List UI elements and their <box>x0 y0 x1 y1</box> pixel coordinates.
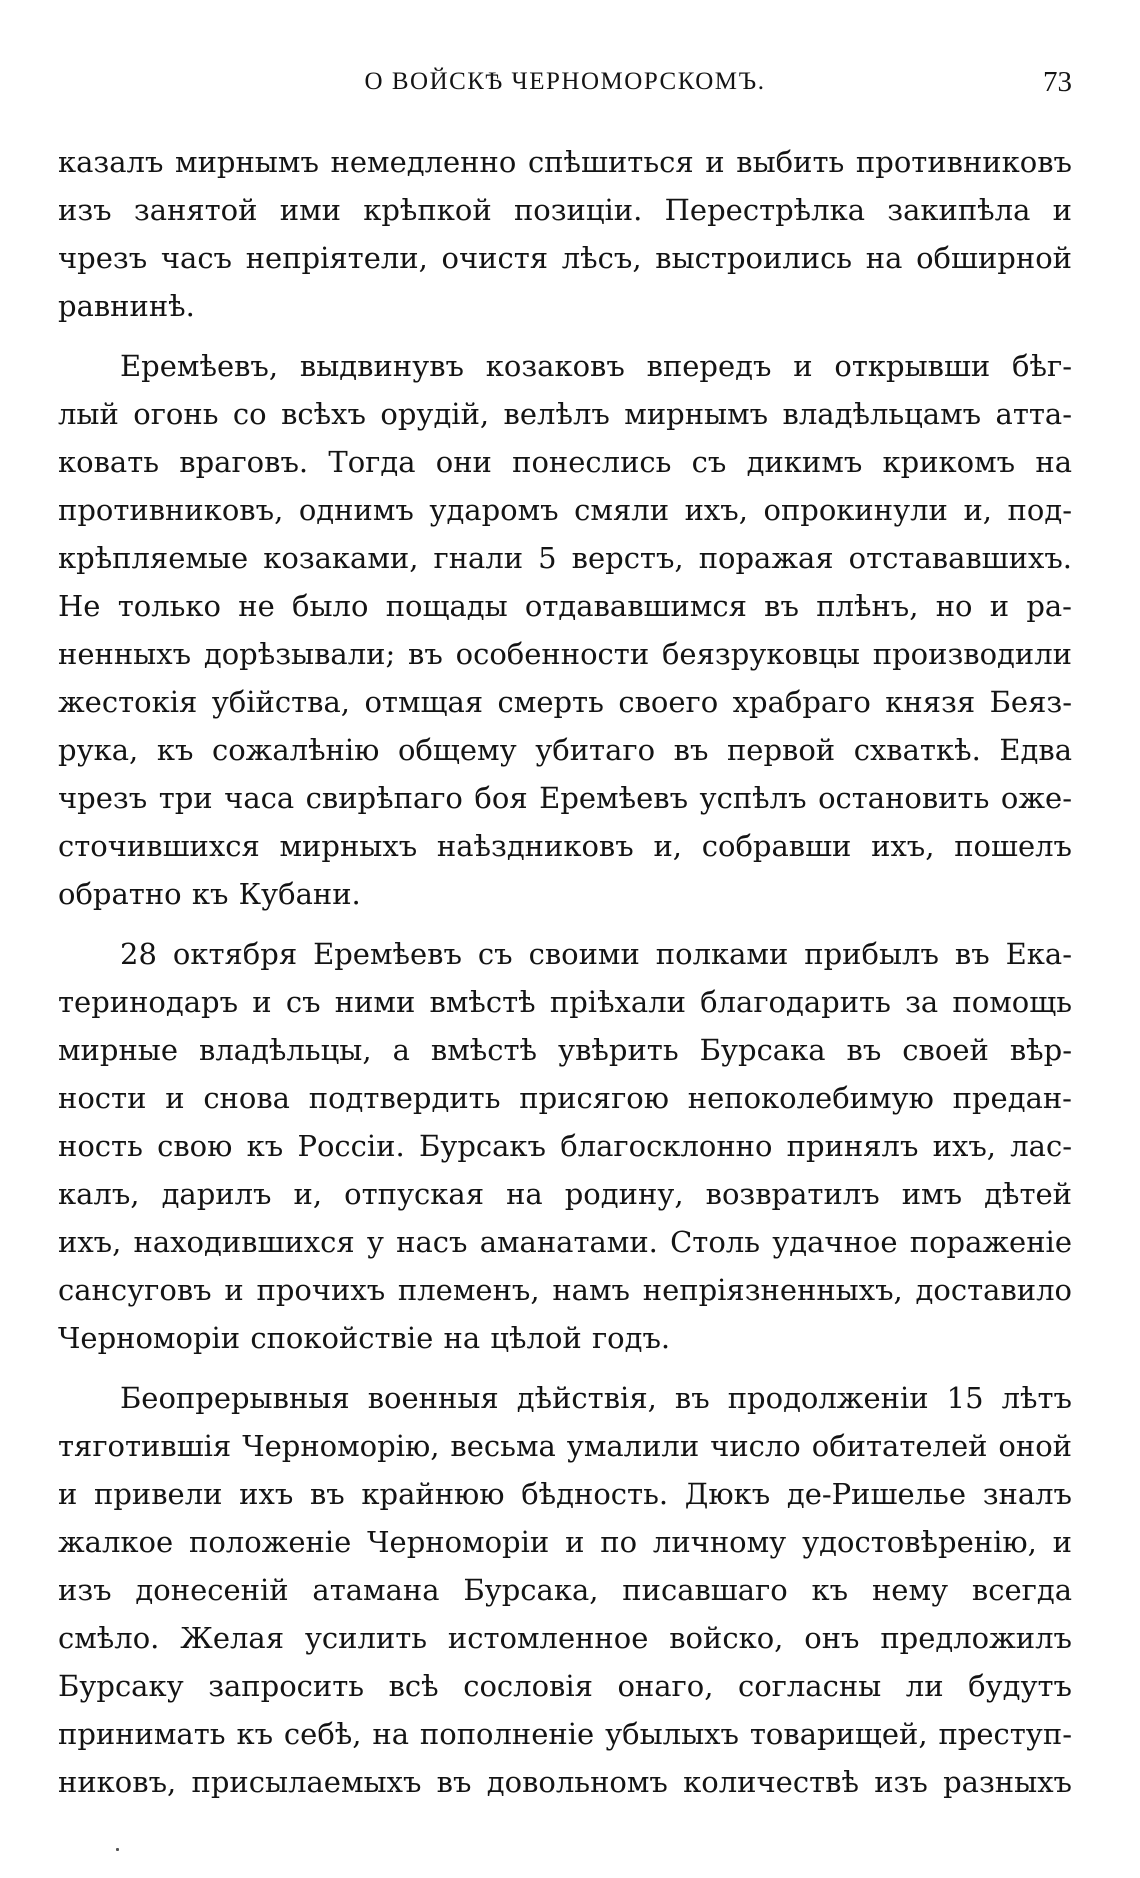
text-line: лый огонь со всѣхъ орудій, велѣлъ мирнымъ владѣльцамъ атта- <box>58 397 1072 431</box>
print-speck <box>116 1848 119 1851</box>
paragraph-4 <box>58 1374 1072 1806</box>
text-line: сточившихся мирныхъ наѣздниковъ и, собравши ихъ, пошелъ <box>58 829 1072 863</box>
text-line: обратно къ Кубани. <box>58 877 361 911</box>
text-line: противниковъ, однимъ ударомъ смяли ихъ, опрокинули и, под- <box>58 493 1072 527</box>
text-line: изъ донесеній атамана Бурсака, писавшаго къ нему всегда <box>58 1573 1072 1607</box>
text-line: теринодаръ и съ ними вмѣстѣ пріѣхали благодарить за помощь <box>58 985 1072 1019</box>
body-text <box>58 138 1072 1818</box>
text-line: Бурсаку запросить всѣ сословія онаго, согласны ли будутъ <box>58 1669 1072 1703</box>
text-line: ненныхъ дорѣзывали; въ особенности беязруковцы производили <box>58 637 1072 671</box>
text-line: ковать враговъ. Тогда они понеслись съ дикимъ крикомъ на <box>58 445 1072 479</box>
text-line: жестокія убійства, отмщая смерть своего храбраго князя Беяз- <box>58 685 1072 719</box>
text-line: Еремѣевъ, выдвинувъ козаковъ впередъ и открывши бѣг- <box>120 349 1072 383</box>
text-line: изъ занятой ими крѣпкой позиціи. Перестрѣлка закипѣла и <box>58 193 1072 227</box>
text-line: смѣло. Желая усилить истомленное войско, онъ предложилъ <box>58 1621 1072 1655</box>
text-line: 28 октября Еремѣевъ съ своими полками прибылъ въ Ека- <box>120 937 1072 971</box>
text-line: ность свою къ Россіи. Бурсакъ благосклонно принялъ ихъ, лас- <box>58 1129 1072 1163</box>
running-header <box>58 62 1072 102</box>
text-line: калъ, дарилъ и, отпуская на родину, возвратилъ имъ дѣтей <box>58 1177 1072 1211</box>
text-line: тяготившія Черноморію, весьма умалили число обитателей оной <box>58 1429 1072 1463</box>
text-line: крѣпляемые козаками, гнали 5 верстъ, поражая отстававшихъ. <box>58 541 1072 575</box>
text-line: казалъ мирнымъ немедленно спѣшиться и выбить противниковъ <box>58 145 1072 179</box>
text-line: сансуговъ и прочихъ племенъ, намъ непріязненныхъ, доставило <box>58 1273 1072 1307</box>
text-line: ихъ, находившихся у насъ аманатами. Столь удачное пораженіе <box>58 1225 1072 1259</box>
text-line: ности и снова подтвердить присягою непоколебимую предан- <box>58 1081 1072 1115</box>
text-line: рука, къ сожалѣнію общему убитаго въ первой схваткѣ. Едва <box>58 733 1072 767</box>
paragraph-3 <box>58 930 1072 1362</box>
text-line: Черноморіи спокойствіе на цѣлой годъ. <box>58 1321 671 1355</box>
text-line: мирные владѣльцы, а вмѣстѣ увѣрить Бурсака въ своей вѣр- <box>58 1033 1072 1067</box>
text-line: чрезъ часъ непріятели, очистя лѣсъ, выстроились на обширной <box>58 241 1072 275</box>
text-line: Беопрерывныя военныя дѣйствія, въ продолженіи 15 лѣтъ <box>120 1381 1072 1415</box>
page-number: 73 <box>1043 66 1072 98</box>
paragraph-2 <box>58 342 1072 918</box>
text-line: равнинѣ. <box>58 289 195 323</box>
text-line: чрезъ три часа свирѣпаго боя Еремѣевъ успѣлъ остановить оже- <box>58 781 1072 815</box>
running-title: О ВОЙСКѢ ЧЕРНОМОРСКОМЪ. <box>364 68 766 95</box>
paragraph-1 <box>58 138 1072 330</box>
text-line: жалкое положеніе Черноморіи и по личному удостовѣренію, и <box>58 1525 1072 1559</box>
text-line: Не только не было пощады отдававшимся въ плѣнъ, но и ра- <box>58 589 1072 623</box>
text-line: никовъ, присылаемыхъ въ довольномъ количествѣ изъ разныхъ <box>58 1765 1072 1799</box>
text-line: и привели ихъ въ крайнюю бѣдность. Дюкъ де-Ришелье зналъ <box>58 1477 1072 1511</box>
text-line: принимать къ себѣ, на пополненіе убылыхъ товарищей, преступ- <box>58 1717 1072 1751</box>
